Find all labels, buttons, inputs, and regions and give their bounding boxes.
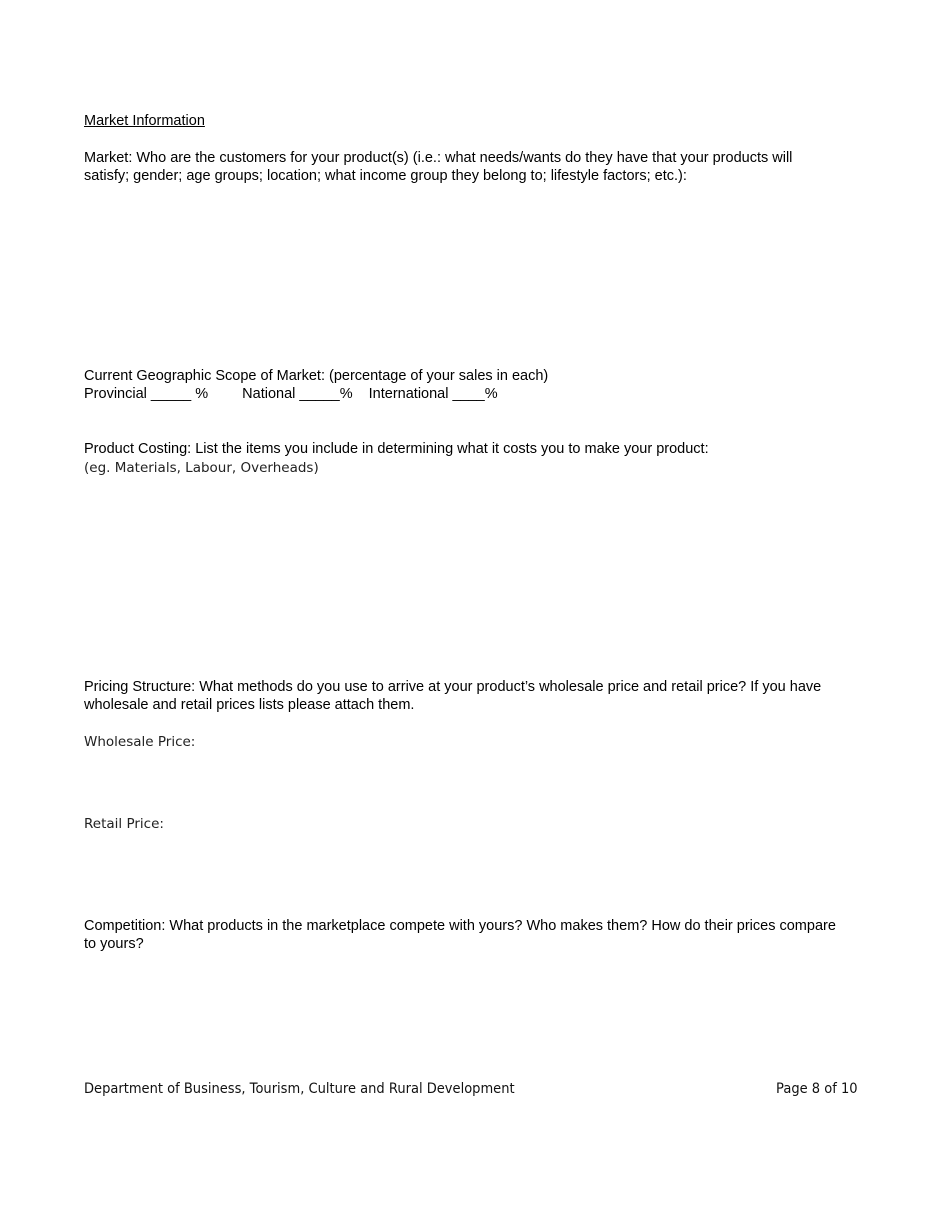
footer-department: Department of Business, Tourism, Culture and Rural Development [84,1081,515,1097]
section-heading: Market Information [84,113,205,129]
national-field[interactable]: National _____% [242,386,353,402]
pricing-structure-line-1: Pricing Structure: What methods do you use to arrive at your product’s wholesale price and retail price? If you have [84,679,822,695]
pricing-structure-line-2: wholesale and retail prices lists please attach them. [84,697,415,713]
international-field[interactable]: International ____% [368,386,498,402]
geographic-scope-title: Current Geographic Scope of Market: (percentage of your sales in each) [84,368,549,384]
market-question-line-1: Market: Who are the customers for your product(s) (i.e.: what needs/wants do they have that your products will [84,150,793,166]
geographic-scope-fields [84,385,498,403]
provincial-field[interactable]: Provincial _____ % [84,386,209,402]
retail-price-label: Retail Price: [84,816,164,832]
wholesale-price-label: Wholesale Price: [84,734,196,750]
footer-page-number: Page 8 of 10 [776,1081,858,1097]
competition-question-line-1: Competition: What products in the marketplace compete with yours? Who makes them? How do their prices compare [84,918,836,934]
competition-question-line-2: to yours? [84,936,144,952]
product-costing-example: (eg. Materials, Labour, Overheads) [84,460,319,476]
product-costing-title: Product Costing: List the items you include in determining what it costs you to make your product: [84,441,709,457]
market-question-line-2: satisfy; gender; age groups; location; what income group they belong to; lifestyle factors; etc.): [84,168,687,184]
